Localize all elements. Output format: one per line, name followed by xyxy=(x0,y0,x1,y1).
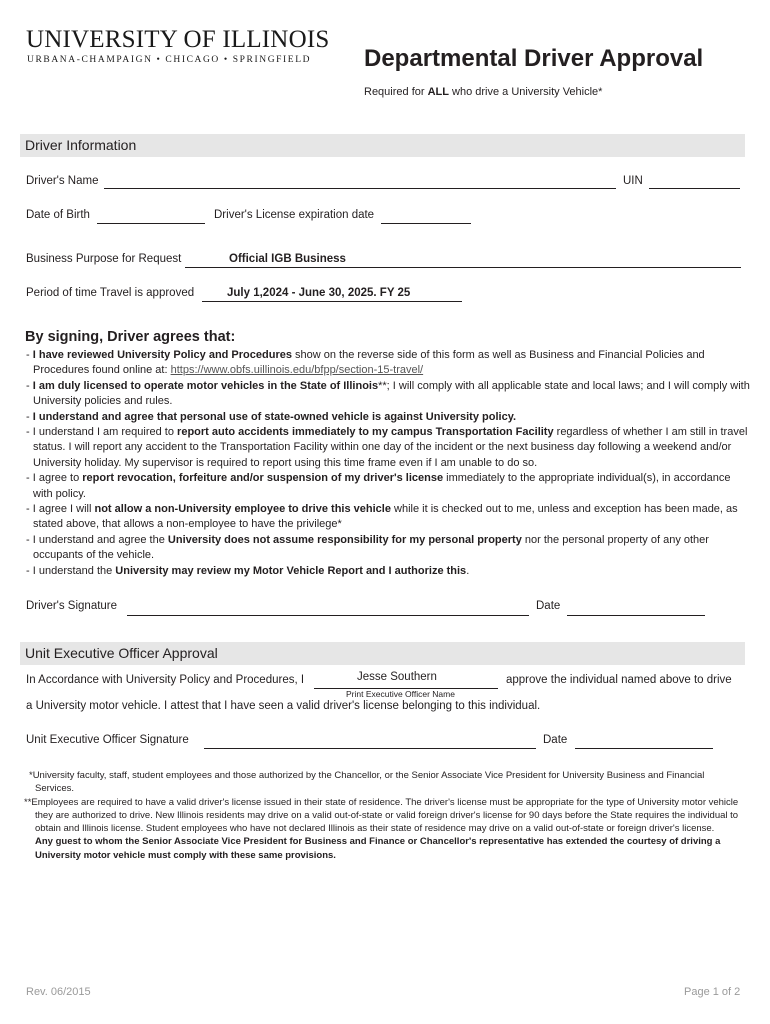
accordance-text-post: approve the individual named above to drive xyxy=(506,674,732,686)
agreement-bold: report revocation, forfeiture and/or suspension of my driver's license xyxy=(82,472,444,485)
license-exp-label: Driver's License expiration date xyxy=(214,209,375,221)
dob-field[interactable] xyxy=(97,223,205,224)
accordance-text-pre: In Accordance with University Policy and Procedures, I xyxy=(26,674,305,686)
officer-signature-label: Unit Executive Officer Signature xyxy=(26,734,189,746)
travel-policy-link[interactable]: https://www.obfs.uillinois.edu/bfpp/section-15-travel/ xyxy=(170,364,424,377)
agreement-text: nor the personal property of any other occupants of the vehicle. xyxy=(33,533,709,562)
footnotes xyxy=(24,769,746,862)
agreement-item: - I understand the University may review my Motor Vehicle Report and I authorize this. xyxy=(26,564,470,577)
drivers-name-label: Driver's Name xyxy=(26,175,99,187)
agreement-text: . xyxy=(466,564,470,577)
agreement-text: regardless of whether I am still in travel status. I will report any accident to the Transportation Facility within one day of the incident or the next business day following a weekend and/or University holiday. My supervisor is required to report using this time frame even if I am unable to do so. xyxy=(33,426,748,469)
dob-label: Date of Birth xyxy=(26,209,90,221)
license-exp-field[interactable] xyxy=(381,223,471,224)
agreement-item: - I understand and agree the University does not assume responsibility for my personal property nor the personal property of any other occupants of the vehicle. xyxy=(26,533,709,562)
agreement-text: I agree to xyxy=(32,472,83,485)
drivers-signature-field[interactable] xyxy=(127,615,529,616)
print-name-caption: Print Executive Officer Name xyxy=(346,689,455,699)
officer-signature-field[interactable] xyxy=(204,748,536,749)
agreement-item: - I have reviewed University Policy and Procedures show on the reverse side of this form as well as Business and Financial Policies and Procedures found online at: https://www.obfs.uillinois.edu/bfpp/section-15-travel/ xyxy=(26,349,705,377)
agreement-bold: University does not assume responsibility for my personal property xyxy=(167,533,522,546)
revision-label: Rev. 06/2015 xyxy=(26,986,91,998)
agreement-text: I agree I will xyxy=(32,503,95,516)
drivers-signature-label: Driver's Signature xyxy=(26,600,118,612)
uin-field[interactable] xyxy=(649,188,740,189)
agreement-item: - I am duly licensed to operate motor vehicles in the State of Illinois**; I will comply with all applicable state and local laws; and I will comply with University policies and rules. xyxy=(26,379,750,408)
period-value: July 1,2024 - June 30, 2025. FY 25 xyxy=(227,287,411,299)
agreement-item: - I agree to report revocation, forfeiture and/or suspension of my driver's license immediately to the appropriate individual(s), in accordance with policy. xyxy=(26,472,731,500)
agreement-text: immediately to the appropriate individual(s), in accordance with policy. xyxy=(33,472,731,500)
agreement-bold: I understand and agree that personal use of state-owned vehicle is against University policy. xyxy=(32,410,517,423)
page-number: Page 1 of 2 xyxy=(684,986,741,998)
agreement-text: I understand I am required to xyxy=(32,426,178,439)
agreement-bold: I am duly licensed to operate motor vehicles in the State of Illinois xyxy=(32,379,379,392)
drivers-date-label: Date xyxy=(536,600,561,612)
subtitle-pre: Required for xyxy=(364,86,428,98)
agreement-item: - I understand I am required to report auto accidents immediately to my campus Transportation Facility regardless of whether I am still in travel status. I will report any accident to the Transportation Facility within one day of the incident or the next business day following a weekend and/or University holiday. My supervisor is required to report using this time frame even if I am unable to do so. xyxy=(26,426,748,469)
business-purpose-label: Business Purpose for Request xyxy=(26,253,182,265)
footnote-university: *University faculty, staff, student employees and those authorized by the Chancellor, or the Senior Associate Vice President for University Business and Financial Services. xyxy=(29,770,705,795)
agreement-text: while it is checked out to me, unless and exception has been made, as stated above, that allows a non-employee to have the privilege* xyxy=(33,503,738,531)
officer-date-field[interactable] xyxy=(575,748,713,749)
agreement-item: - I agree I will not allow a non-University employee to drive this vehicle while it is checked out to me, unless and exception has been made, as stated above, that allows a non-employee to have the privilege* xyxy=(26,503,738,531)
uin-label: UIN xyxy=(623,175,643,187)
business-purpose-value: Official IGB Business xyxy=(229,253,346,265)
agreement-text: I understand and agree the xyxy=(32,533,168,546)
page-title: Departmental Driver Approval xyxy=(364,45,704,72)
agreement-heading: By signing, Driver agrees that: xyxy=(25,329,236,345)
page-subtitle xyxy=(364,86,602,98)
officer-date-label: Date xyxy=(543,734,568,746)
period-field[interactable] xyxy=(202,301,462,302)
agreement-bold: not allow a non-University employee to drive this vehicle xyxy=(94,503,391,516)
agreement-bold: University may review my Motor Vehicle Report and I authorize this xyxy=(115,564,467,577)
period-label: Period of time Travel is approved xyxy=(26,287,195,299)
agreement-text: show on the reverse side of this form as well as Business and Financial Policies and Procedures found online at: xyxy=(33,349,705,377)
agreement-bold: I have reviewed University Policy and Procedures xyxy=(32,349,292,361)
subtitle-bold: ALL xyxy=(427,86,449,98)
agreement-item: - I understand and agree that personal use of state-owned vehicle is against University policy. xyxy=(26,410,517,423)
university-name: UNIVERSITY OF ILLINOIS xyxy=(26,26,330,53)
agreement-text: I understand the xyxy=(32,564,116,577)
drivers-date-field[interactable] xyxy=(567,615,705,616)
agreement-bold: report auto accidents immediately to my campus Transportation Facility xyxy=(177,426,554,439)
subtitle-post: who drive a University Vehicle* xyxy=(448,86,603,98)
approval-section-title: Unit Executive Officer Approval xyxy=(25,645,218,661)
business-purpose-field[interactable] xyxy=(185,267,741,268)
officer-name-value: Jesse Southern xyxy=(357,671,437,683)
attest-text: a University motor vehicle. I attest that I have seen a valid driver's license belonging to this individual. xyxy=(26,700,541,712)
agreement-list xyxy=(26,348,751,579)
footnote-license: **Employees are required to have a valid driver's license issued in their state of residence. The driver's license must be appropriate for the type of University motor vehicle they are authorized to drive. New Illinois residents may drive on a valid out-of-state or valid foreign driver's license for 90 days before the State requires the individual to obtain and Illinois license. Student employees who have not declared Illinois as their state of residence may drive on a valid out-of-state or foreign driver's license. xyxy=(24,796,739,835)
footnote-guest: Any guest to whom the Senior Associate Vice President for Business and Finance or Chancellor's representative has extended the courtesy of driving a University motor vehicle must comply with these same provisions. xyxy=(35,836,721,861)
agreement-text: **; I will comply with all applicable state and local laws; and I will comply with University policies and rules. xyxy=(33,379,750,408)
university-campuses: URBANA-CHAMPAIGN • CHICAGO • SPRINGFIELD xyxy=(27,55,312,65)
driver-info-section-title: Driver Information xyxy=(25,137,137,153)
drivers-name-field[interactable] xyxy=(104,188,616,189)
